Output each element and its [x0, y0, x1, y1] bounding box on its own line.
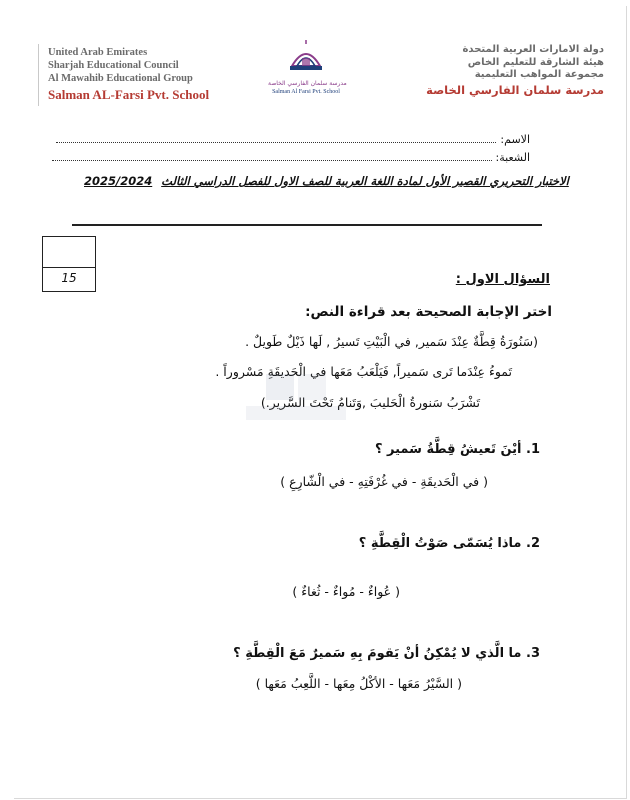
header-council-ar: هيئة الشارقة للتعليم الخاص — [467, 56, 604, 68]
score-divider — [43, 267, 95, 268]
exam-title: الاختبار التحريري القصير الأول لمادة اللغة العربية للصف الاول للفصل الدراسي الثالث — [161, 174, 569, 188]
instruction: اختر الإجابة الصحيحة بعد قراءة النص: — [305, 304, 552, 320]
header-english — [48, 46, 248, 101]
section-heading: السؤال الاول : — [455, 272, 550, 287]
header-country: United Arab Emirates — [48, 47, 148, 58]
question-1-options[interactable]: ( في الْحَديقَةِ - في غُرْفَتِهِ - في الْشّارِعِ ) — [280, 474, 488, 489]
question-1: 1. أيْنَ تَعيشُ قِطَّةُ سَمير ؟ — [374, 442, 540, 457]
header-school-name-ar: مدرسة سلمان الفارسي الخاصة — [426, 82, 604, 97]
title-divider — [72, 224, 542, 226]
section-field[interactable] — [52, 150, 530, 164]
exam-year: 2025/2024 — [84, 174, 153, 188]
name-label: الاسم: — [500, 133, 530, 146]
header-country-ar: دولة الامارات العربية المتحدة — [462, 44, 604, 55]
name-field[interactable] — [56, 132, 530, 146]
question-3: 3. ما الَّذي لا يُمْكِنُ أنْ يَقومَ بِهِ سَميرٌ مَعَ الْقِطَّةِ ؟ — [233, 646, 540, 661]
section-line[interactable] — [52, 150, 492, 161]
passage-line-2: تَموءُ عِنْدَما تَرى سَميراً, فَيَلْعَبُ مَعَها في الْحَديقَةِ مَسْروراً . — [215, 364, 512, 379]
score-box — [42, 236, 96, 292]
header-divider — [38, 44, 39, 106]
school-logo — [268, 40, 347, 100]
question-3-options[interactable]: ( السَّيْرُ مَعَها - الأكْلُ مِعَها - اللَّعِبُ مَعَها ) — [255, 676, 462, 691]
question-2-options[interactable]: ( عُواءٌ - مُواءٌ - ثُغاءٌ ) — [292, 584, 400, 599]
passage-line-3: تَشْرَبُ سَنورةُ الْحَليبَ ,وَتَنامُ تَحْتَ السَّرير.) — [260, 395, 480, 410]
name-line[interactable] — [56, 132, 496, 143]
score-total: 15 — [61, 271, 77, 285]
question-2: 2. ماذا يُسَمّى صَوْتُ الْقِطَّةِ ؟ — [358, 536, 540, 551]
header-school-name: Salman AL-Farsi Pvt. School — [48, 87, 210, 102]
header-council: Sharjah Educational Council — [48, 60, 179, 71]
logo-caption-arabic: مدرسة سلمان الفارسي الخاصة — [268, 80, 347, 87]
header-group: Al Mawahib Educational Group — [48, 73, 193, 84]
header-group-ar: مجموعة المواهب التعليمية — [474, 69, 604, 80]
header-arabic — [374, 44, 604, 96]
logo-caption-english: Salman Al Farsi Pvt. School — [272, 89, 340, 95]
watermark-logo-icon — [236, 370, 356, 430]
passage-line-1: (سَنُورَةُ قِطَّةٌ عِنْدَ سَمير, في الْبَيْتِ تَسيرُ , لَها ذَيْلٌ طَويلٌ . — [245, 334, 538, 349]
section-label: الشعبة: — [495, 151, 530, 164]
mosque-logo-icon — [288, 40, 324, 78]
